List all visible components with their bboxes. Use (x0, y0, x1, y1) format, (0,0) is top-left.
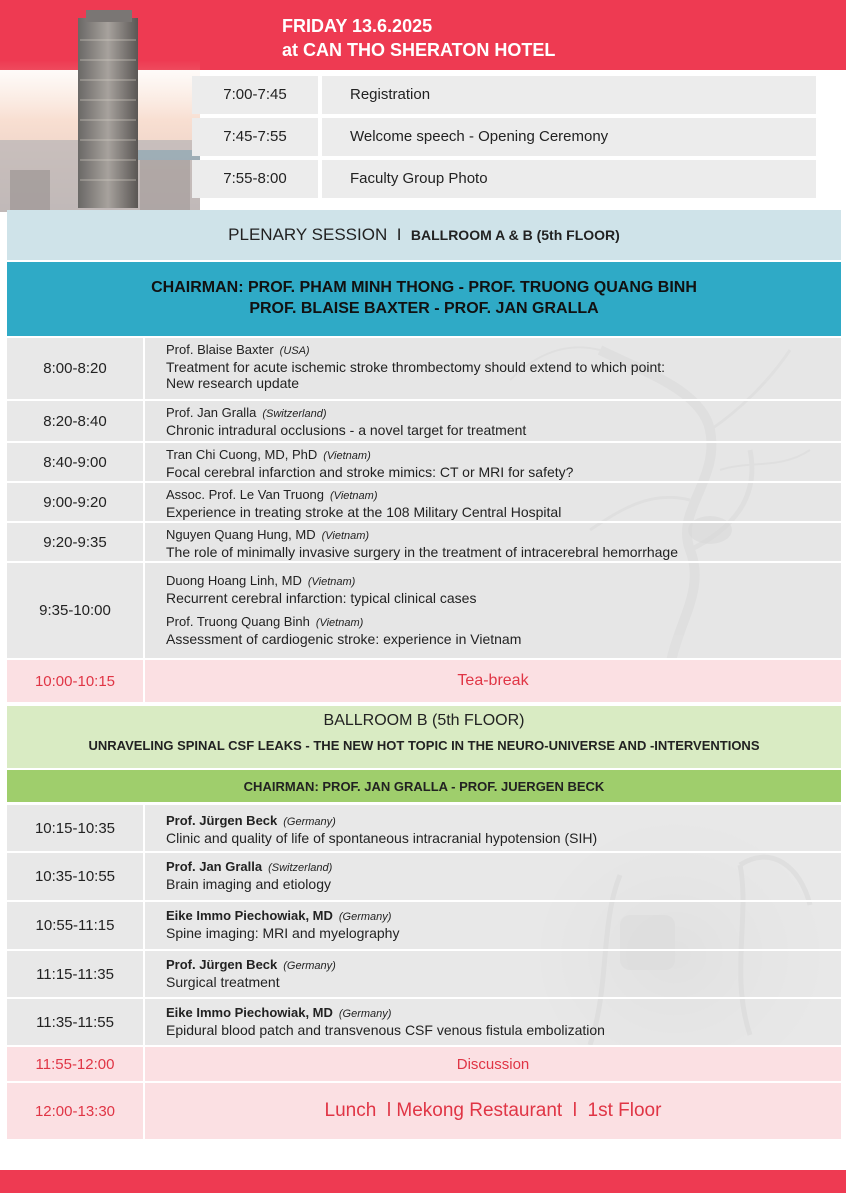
tea-break-label: Tea-break (145, 660, 841, 702)
session-row (7, 563, 841, 660)
time-cell: 10:35-10:55 (7, 853, 143, 900)
content-cell (145, 483, 841, 521)
plenary-chairman-banner (7, 262, 841, 336)
content-cell (145, 902, 841, 949)
session-row (7, 999, 841, 1047)
lunch-label: Lunch l Mekong Restaurant l 1st Floor (145, 1083, 841, 1139)
time-cell: 7:00-7:45 (192, 76, 318, 114)
content-cell (145, 951, 841, 997)
speaker-name: Prof. Jürgen Beck (166, 957, 278, 972)
speaker-name: Prof. Jürgen Beck (166, 813, 278, 828)
ballroom-b-location: BALLROOM B (5th FLOOR) (323, 712, 525, 729)
time-cell: 8:40-9:00 (7, 443, 143, 481)
time-cell: 11:55-12:00 (7, 1047, 143, 1081)
chairman-line-1: CHAIRMAN: PROF. PHAM MINH THONG - PROF. TRUONG QUANG BINH (151, 279, 697, 296)
schedule-row (192, 76, 816, 114)
speaker-name: Eike Immo Piechowiak, MD (166, 1005, 333, 1020)
talk-title: Spine imaging: MRI and myelography (166, 925, 400, 941)
talk-title: Surgical treatment (166, 974, 280, 990)
discussion-label: Discussion (145, 1047, 841, 1081)
time-cell: 12:00-13:30 (7, 1083, 143, 1139)
speaker-name: Assoc. Prof. Le Van Truong (166, 487, 325, 502)
talk-title: Assessment of cardiogenic stroke: experience in Vietnam (166, 631, 522, 647)
activity-cell: Faculty Group Photo (322, 160, 816, 198)
speaker-country: (Vietnam) (321, 530, 370, 542)
talk-title: Clinic and quality of life of spontaneous intracranial hypotension (SIH) (166, 830, 598, 846)
speaker-country: (Switzerland) (268, 862, 333, 874)
speaker-country: (USA) (279, 345, 310, 357)
talk-title: Focal cerebral infarction and stroke mimics: CT or MRI for safety? (166, 464, 574, 480)
time-cell: 8:00-8:20 (7, 338, 143, 399)
speaker-country: (Germany) (283, 816, 336, 828)
session-row (7, 951, 841, 999)
session-row (7, 443, 841, 483)
event-venue: at CAN THO SHERATON HOTEL (282, 40, 556, 60)
speaker-name: Prof. Jan Gralla (166, 859, 263, 874)
session-row (7, 338, 841, 401)
separator: I (396, 225, 402, 244)
content-cell (145, 443, 841, 481)
speaker-name: Tran Chi Cuong, MD, PhD (166, 447, 318, 462)
time-cell: 11:35-11:55 (7, 999, 143, 1045)
speaker-name: Prof. Truong Quang Binh (166, 614, 310, 629)
hotel-building-image (0, 0, 200, 212)
content-cell (145, 401, 841, 441)
time-cell: 9:00-9:20 (7, 483, 143, 521)
discussion-row (7, 1047, 841, 1083)
session-row (7, 853, 841, 902)
session-row (7, 523, 841, 563)
speaker-country: (Germany) (338, 911, 392, 923)
time-cell: 10:15-10:35 (7, 805, 143, 851)
schedule-row (192, 118, 816, 156)
talk-title-line2: New research update (166, 375, 300, 391)
speaker-name: Duong Hoang Linh, MD (166, 573, 302, 588)
lunch-row (7, 1083, 841, 1139)
content-cell (145, 999, 841, 1045)
schedule-row (192, 160, 816, 198)
speaker-country: (Germany) (338, 1008, 392, 1020)
speaker-country: (Vietnam) (323, 450, 371, 462)
activity-cell: Welcome speech - Opening Ceremony (322, 118, 816, 156)
content-cell (145, 523, 841, 561)
talk-title: Recurrent cerebral infarction: typical clinical cases (166, 590, 477, 606)
talk-title: The role of minimally invasive surgery in the treatment of intracerebral hemorrhage (166, 544, 679, 560)
talk-title: Brain imaging and etiology (166, 876, 331, 892)
time-cell: 9:35-10:00 (7, 563, 143, 658)
talk-title: Treatment for acute ischemic stroke thrombectomy should extend to which point: (166, 359, 666, 375)
speaker-country: (Vietnam) (307, 576, 356, 588)
speaker-name: Prof. Jan Gralla (166, 405, 257, 420)
speaker-country: (Vietnam) (315, 617, 364, 629)
plenary-session-header (7, 210, 841, 260)
footer-banner (0, 1170, 846, 1193)
time-cell: 9:20-9:35 (7, 523, 143, 561)
time-cell: 10:55-11:15 (7, 902, 143, 949)
csf-chairman-banner: CHAIRMAN: PROF. JAN GRALLA - PROF. JUERGEN BECK (7, 770, 841, 802)
content-cell (145, 853, 841, 900)
session-row (7, 805, 841, 853)
activity-cell: Registration (322, 76, 816, 114)
content-cell (145, 563, 841, 658)
time-cell: 7:55-8:00 (192, 160, 318, 198)
plenary-location: BALLROOM A & B (5th FLOOR) (410, 227, 620, 243)
time-cell: 11:15-11:35 (7, 951, 143, 997)
time-cell: 8:20-8:40 (7, 401, 143, 441)
session-row (7, 483, 841, 523)
speaker-country: (Germany) (283, 960, 336, 972)
talk-title: Epidural blood patch and transvenous CSF venous fistula embolization (166, 1022, 605, 1038)
speaker-name: Nguyen Quang Hung, MD (166, 527, 316, 542)
talk-title: Experience in treating stroke at the 108 Military Central Hospital (166, 504, 562, 520)
tea-break-row (7, 660, 841, 704)
talk-title: Chronic intradural occlusions - a novel target for treatment (166, 422, 527, 438)
speaker-country: (Vietnam) (330, 490, 378, 502)
speaker-name: Eike Immo Piechowiak, MD (166, 908, 333, 923)
session-row (7, 401, 841, 443)
csf-topic-title: UNRAVELING SPINAL CSF LEAKS - THE NEW HOT TOPIC IN THE NEURO-UNIVERSE AND -INTERVENTIONS (88, 738, 760, 753)
plenary-title: PLENARY SESSION (228, 225, 388, 244)
content-cell (145, 805, 841, 851)
speaker-country: (Switzerland) (262, 408, 327, 420)
session-row (7, 902, 841, 951)
time-cell: 10:00-10:15 (7, 660, 143, 702)
content-cell (145, 338, 841, 399)
speaker-name: Prof. Blaise Baxter (166, 342, 274, 357)
time-cell: 7:45-7:55 (192, 118, 318, 156)
event-date: FRIDAY 13.6.2025 (282, 16, 433, 36)
ballroom-b-header (7, 706, 841, 768)
chairman-line-2: PROF. BLAISE BAXTER - PROF. JAN GRALLA (249, 300, 599, 317)
